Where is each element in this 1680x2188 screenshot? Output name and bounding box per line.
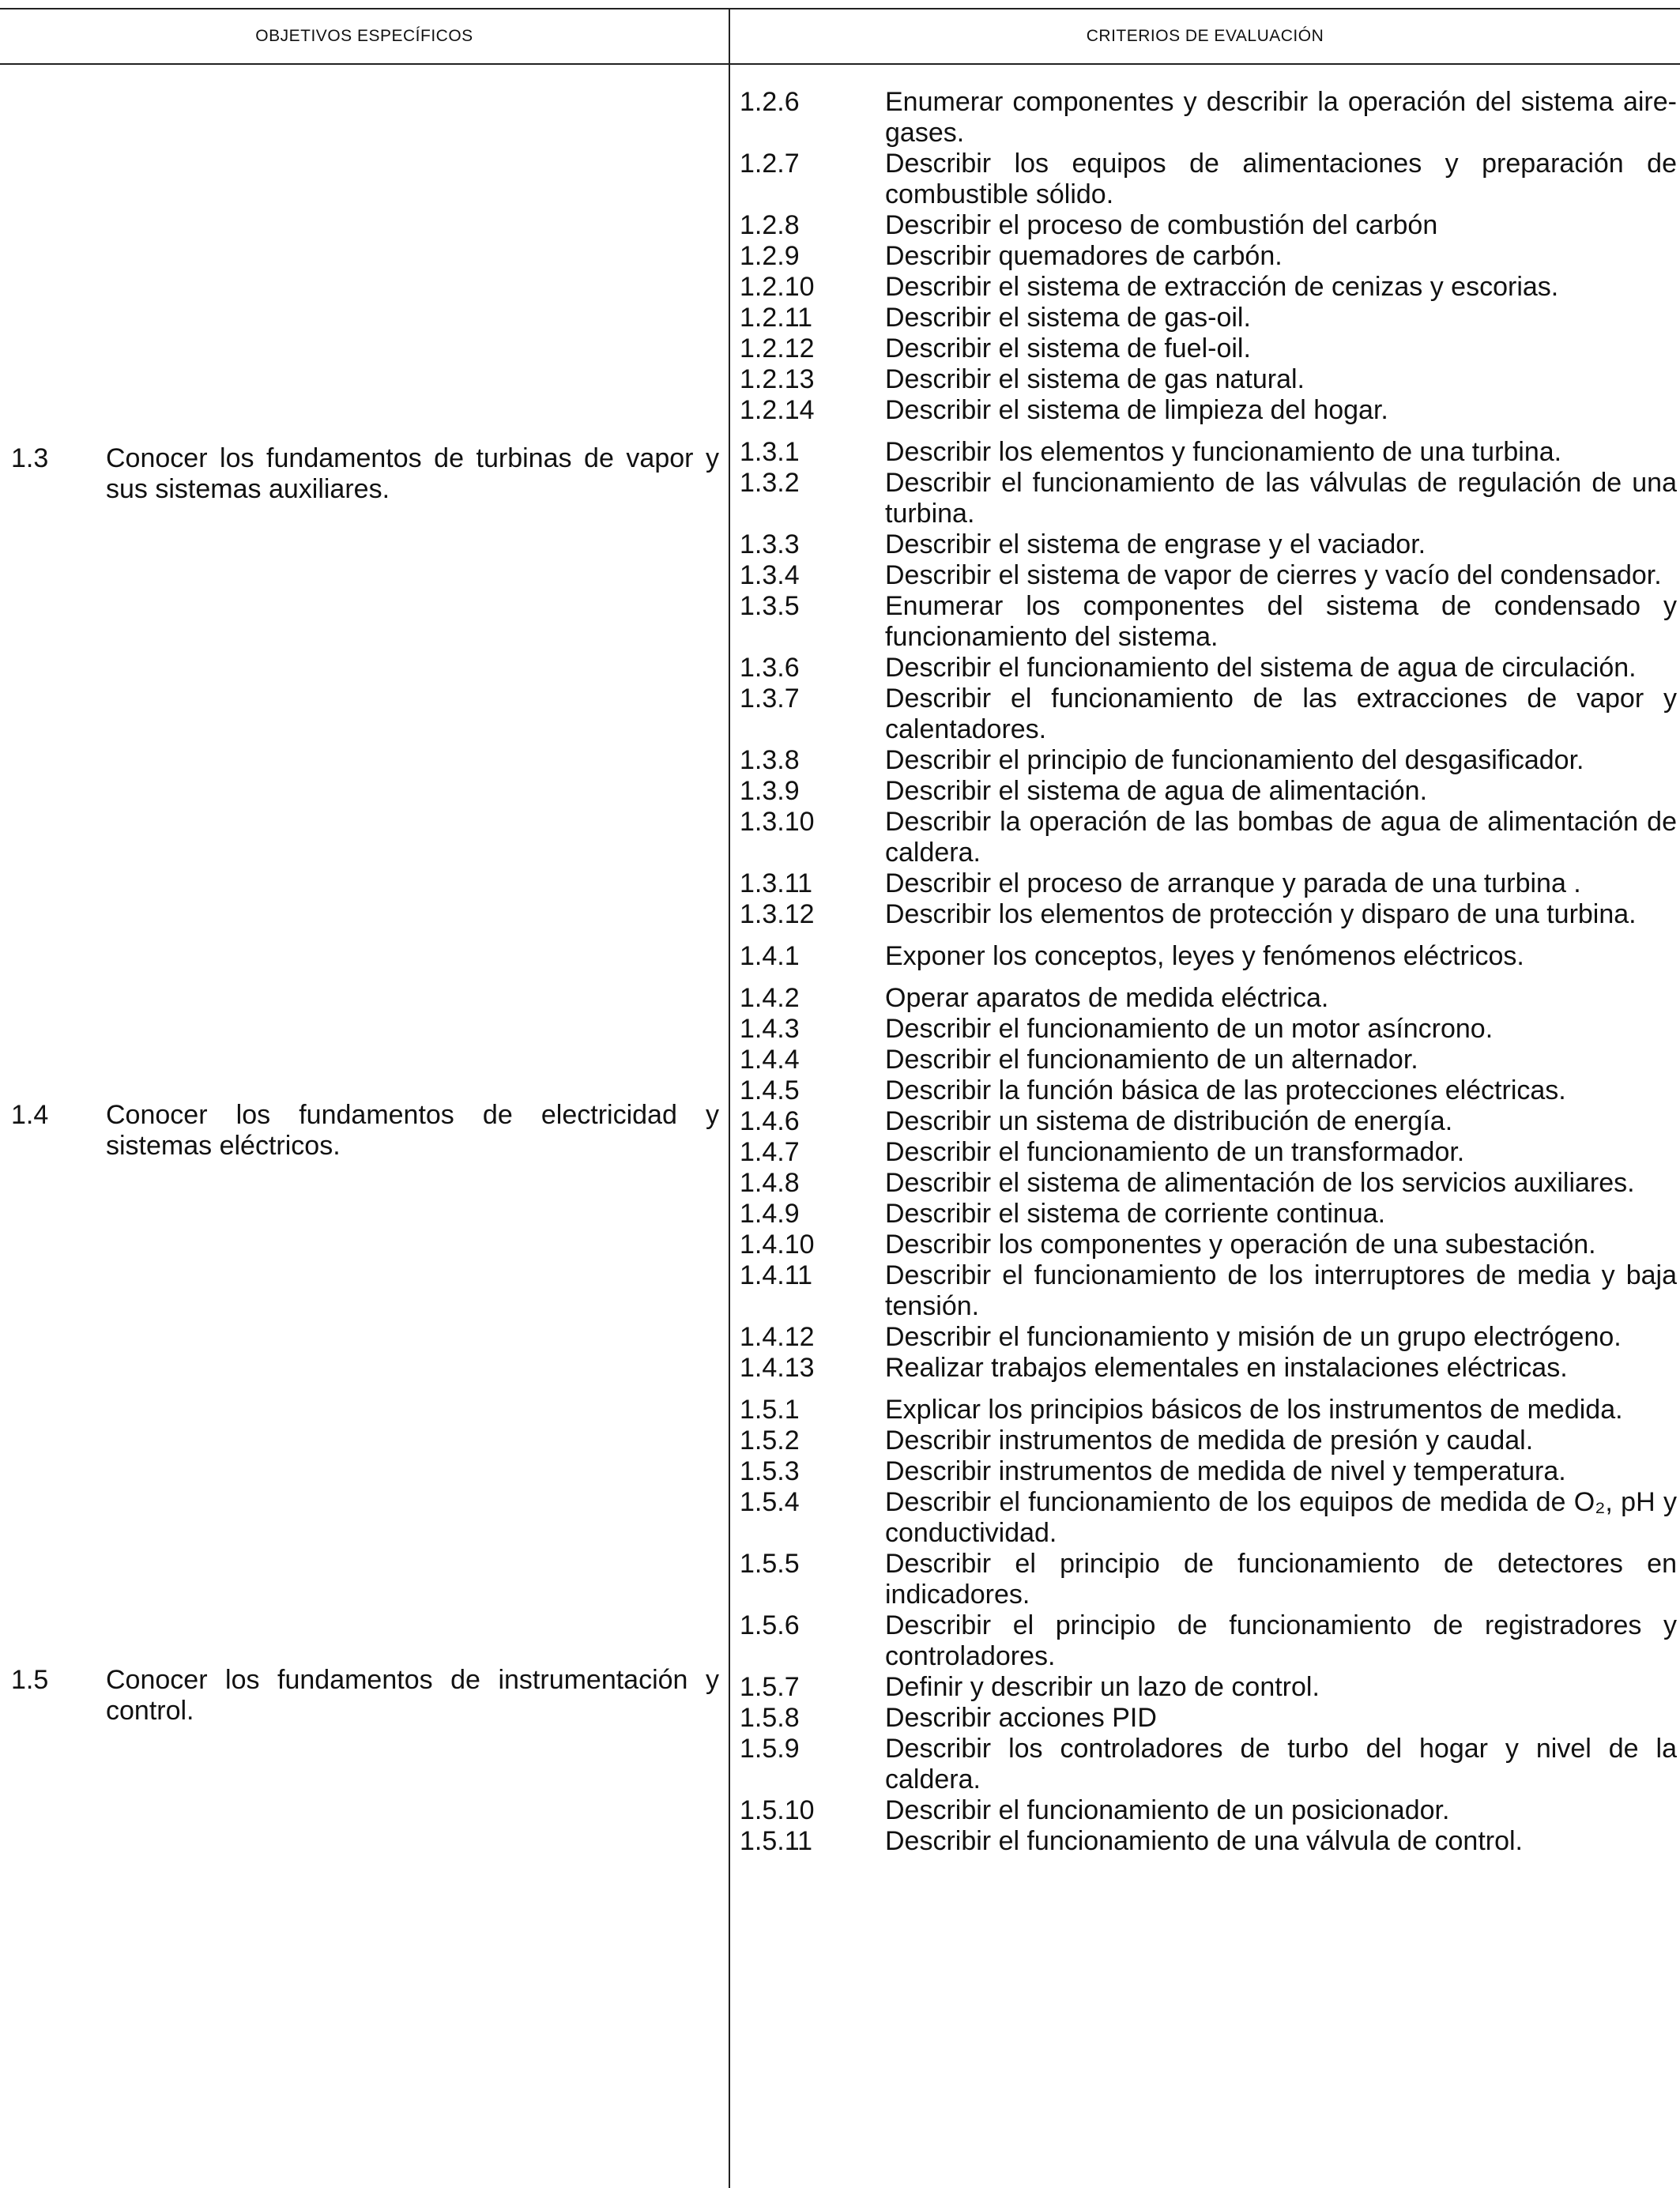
criterion-text: Describir los componentes y operación de una subestación. [885, 1230, 1596, 1260]
criterion-row [740, 1260, 1677, 1322]
criterion-number: 1.5.6 [740, 1610, 800, 1640]
criterion-text: Describir el sistema de agua de alimentación. [885, 776, 1428, 806]
criterion-text: Realizar trabajos elementales en instalaciones eléctricas. [885, 1353, 1568, 1383]
criterion-number: 1.5.4 [740, 1487, 800, 1517]
criterion-row [740, 1826, 1677, 1857]
criterion-text: Describir un sistema de distribución de energía. [885, 1106, 1453, 1136]
criterion-text: Describir la operación de las bombas de agua de alimentación de caldera. [885, 807, 1677, 868]
criterion-text: Describir el funcionamiento de una válvula de control. [885, 1826, 1524, 1856]
criterion-row [740, 395, 1677, 426]
criterion-row [740, 1230, 1677, 1260]
criterion-text: Describir el funcionamiento de las extracciones de vapor y calentadores. [885, 684, 1677, 744]
criterion-text: Enumerar componentes y describir la operación del sistema aire-gases. [885, 87, 1677, 148]
criterion-row [740, 1075, 1677, 1106]
criterion-row [740, 1734, 1677, 1795]
criterion-row [740, 468, 1677, 529]
criterion-text: Definir y describir un lazo de control. [885, 1672, 1320, 1702]
table-header-rule [0, 63, 1680, 65]
criterion-number: 1.2.10 [740, 272, 815, 302]
criterion-text: Describir el principio de funcionamiento del desgasificador. [885, 745, 1584, 775]
criterion-text: Describir el sistema de gas natural. [885, 364, 1305, 394]
criterion-number: 1.2.11 [740, 303, 813, 333]
criterion-row [740, 364, 1677, 395]
criterion-text: Exponer los conceptos, leyes y fenómenos eléctricos. [885, 941, 1524, 971]
criterion-number: 1.3.4 [740, 560, 800, 590]
criterion-number: 1.3.11 [740, 868, 813, 898]
criterion-text: Describir el funcionamiento de los equipos de medida de O₂, pH y conductividad. [885, 1487, 1677, 1548]
header-objetivos: OBJETIVOS ESPECÍFICOS [255, 27, 473, 45]
criterion-number: 1.5.7 [740, 1672, 800, 1702]
criterion-number: 1.4.4 [740, 1045, 800, 1075]
criterion-text: Describir la función básica de las protecciones eléctricas. [885, 1075, 1566, 1105]
criterion-row [740, 653, 1677, 684]
criterion-number: 1.3.9 [740, 776, 800, 806]
criterion-text: Describir el sistema de gas-oil. [885, 303, 1251, 333]
criterion-row [740, 1045, 1677, 1075]
criterion-number: 1.5.11 [740, 1826, 813, 1856]
criterion-row [740, 868, 1677, 899]
criterion-row [740, 149, 1677, 210]
criterion-text: Describir el funcionamiento y misión de un grupo electrógeno. [885, 1322, 1622, 1352]
criterion-row [740, 1549, 1677, 1610]
criterion-number: 1.4.10 [740, 1230, 815, 1260]
criterion-text: Describir el sistema de vapor de cierres y vacío del condensador. [885, 560, 1662, 590]
criterion-text: Describir el sistema de alimentación de los servicios auxiliares. [885, 1168, 1635, 1198]
criterion-number: 1.3.6 [740, 653, 800, 683]
criterion-text: Describir el funcionamiento de las válvulas de regulación de una turbina. [885, 468, 1677, 529]
criterion-number: 1.3.10 [740, 807, 815, 837]
criterion-text: Describir los equipos de alimentaciones y preparación de combustible sólido. [885, 149, 1677, 209]
criterion-row [740, 1610, 1677, 1672]
criterion-number: 1.5.10 [740, 1795, 815, 1825]
criterion-row [740, 437, 1677, 468]
criterion-text: Describir el sistema de corriente continua. [885, 1199, 1386, 1229]
criterion-number: 1.4.5 [740, 1075, 800, 1105]
criterion-number: 1.3.3 [740, 529, 800, 559]
objective-row [11, 1665, 719, 1727]
criterion-text: Describir acciones PID [885, 1703, 1157, 1733]
criterion-number: 1.3.1 [740, 437, 800, 467]
criterion-number: 1.5.3 [740, 1456, 800, 1486]
criterion-number: 1.4.12 [740, 1322, 815, 1352]
criterion-number: 1.5.8 [740, 1703, 800, 1733]
criterion-number: 1.4.6 [740, 1106, 800, 1136]
objective-number: 1.3 [11, 443, 49, 473]
criterion-text: Operar aparatos de medida eléctrica. [885, 983, 1329, 1013]
criterion-row [740, 1137, 1677, 1168]
criterion-row [740, 272, 1677, 303]
criterion-number: 1.4.8 [740, 1168, 800, 1198]
criterion-number: 1.5.9 [740, 1734, 800, 1764]
criterion-number: 1.4.7 [740, 1137, 800, 1167]
criterion-text: Describir el funcionamiento de un alternador. [885, 1045, 1418, 1075]
criterion-number: 1.4.13 [740, 1353, 815, 1383]
criterion-row [740, 983, 1677, 1014]
criterion-text: Describir el sistema de extracción de cenizas y escorias. [885, 272, 1559, 302]
criterion-number: 1.2.13 [740, 364, 815, 394]
criterion-row [740, 591, 1677, 653]
criterion-text: Describir el funcionamiento de un posicionador. [885, 1795, 1450, 1825]
criterion-text: Enumerar los componentes del sistema de condensado y funcionamiento del sistema. [885, 591, 1677, 652]
criterion-number: 1.3.8 [740, 745, 800, 775]
criterion-text: Describir instrumentos de medida de nivel y temperatura. [885, 1456, 1566, 1486]
criterion-text: Describir el principio de funcionamiento de detectores en indicadores. [885, 1549, 1677, 1610]
objective-number: 1.5 [11, 1665, 49, 1695]
criterion-number: 1.2.12 [740, 333, 815, 363]
criterion-number: 1.4.9 [740, 1199, 800, 1229]
criterion-row [740, 941, 1677, 972]
criterion-row [740, 1322, 1677, 1353]
criterion-number: 1.3.12 [740, 899, 815, 929]
objective-text: Conocer los fundamentos de instrumentación y control. [106, 1665, 719, 1726]
criterion-row [740, 745, 1677, 776]
criterion-text: Describir los elementos y funcionamiento de una turbina. [885, 437, 1562, 467]
criterion-number: 1.2.6 [740, 87, 800, 117]
criterion-row [740, 1672, 1677, 1703]
criterion-row [740, 529, 1677, 560]
criterion-row [740, 684, 1677, 745]
table-column-divider [729, 8, 730, 2188]
criterion-number: 1.5.2 [740, 1425, 800, 1456]
criterion-text: Describir el funcionamiento de un motor asíncrono. [885, 1014, 1494, 1044]
criterion-text: Describir el funcionamiento de un transformador. [885, 1137, 1465, 1167]
criterion-row [740, 210, 1677, 241]
criterion-row [740, 1703, 1677, 1734]
criterion-row [740, 1795, 1677, 1826]
objective-row [11, 443, 719, 505]
criterion-number: 1.4.2 [740, 983, 800, 1013]
criterion-text: Describir quemadores de carbón. [885, 241, 1283, 271]
header-criterios: CRITERIOS DE EVALUACIÓN [1086, 27, 1324, 45]
criteria-list [740, 87, 1677, 1857]
criterion-row [740, 1456, 1677, 1487]
objective-text: Conocer los fundamentos de electricidad y sistemas eléctricos. [106, 1100, 719, 1161]
criterion-row [740, 899, 1677, 930]
criterion-row [740, 1199, 1677, 1230]
criterion-text: Describir el proceso de arranque y parada de una turbina . [885, 868, 1581, 898]
criterion-row [740, 807, 1677, 868]
criterion-row [740, 241, 1677, 272]
criterion-number: 1.2.9 [740, 241, 800, 271]
criterion-text: Describir el proceso de combustión del carbón [885, 210, 1438, 240]
criterion-text: Describir los elementos de protección y disparo de una turbina. [885, 899, 1637, 929]
criterion-row [740, 303, 1677, 333]
objective-text: Conocer los fundamentos de turbinas de vapor y sus sistemas auxiliares. [106, 443, 719, 504]
criterion-row [740, 560, 1677, 591]
criterion-row [740, 333, 1677, 364]
criterion-text: Describir el funcionamiento del sistema de agua de circulación. [885, 653, 1637, 683]
criterion-row [740, 1395, 1677, 1425]
criterion-row [740, 87, 1677, 149]
criterion-row [740, 1014, 1677, 1045]
criterion-text: Describir el sistema de limpieza del hogar. [885, 395, 1388, 425]
criterion-row [740, 1353, 1677, 1384]
objective-row [11, 1100, 719, 1162]
criterion-number: 1.3.2 [740, 468, 800, 498]
criterion-number: 1.4.3 [740, 1014, 800, 1044]
criterion-number: 1.3.7 [740, 684, 800, 714]
criterion-number: 1.2.14 [740, 395, 815, 425]
criterion-text: Describir el sistema de fuel-oil. [885, 333, 1251, 363]
criterion-text: Describir el principio de funcionamiento de registradores y controladores. [885, 1610, 1677, 1671]
criterion-text: Describir los controladores de turbo del hogar y nivel de la caldera. [885, 1734, 1677, 1794]
criterion-number: 1.3.5 [740, 591, 800, 621]
criterion-text: Explicar los principios básicos de los instrumentos de medida. [885, 1395, 1623, 1425]
criterion-row [740, 1106, 1677, 1137]
objective-number: 1.4 [11, 1100, 49, 1130]
criterion-number: 1.5.1 [740, 1395, 800, 1425]
criterion-row [740, 1425, 1677, 1456]
criterion-text: Describir el funcionamiento de los interruptores de media y baja tensión. [885, 1260, 1677, 1321]
criterion-text: Describir instrumentos de medida de presión y caudal. [885, 1425, 1534, 1456]
criterion-number: 1.2.7 [740, 149, 800, 179]
criterion-number: 1.5.5 [740, 1549, 800, 1579]
criterion-row [740, 776, 1677, 807]
criterion-number: 1.2.8 [740, 210, 800, 240]
criterion-number: 1.4.1 [740, 941, 800, 971]
criterion-row [740, 1487, 1677, 1549]
criterion-text: Describir el sistema de engrase y el vaciador. [885, 529, 1426, 559]
criterion-number: 1.4.11 [740, 1260, 813, 1290]
criterion-row [740, 1168, 1677, 1199]
